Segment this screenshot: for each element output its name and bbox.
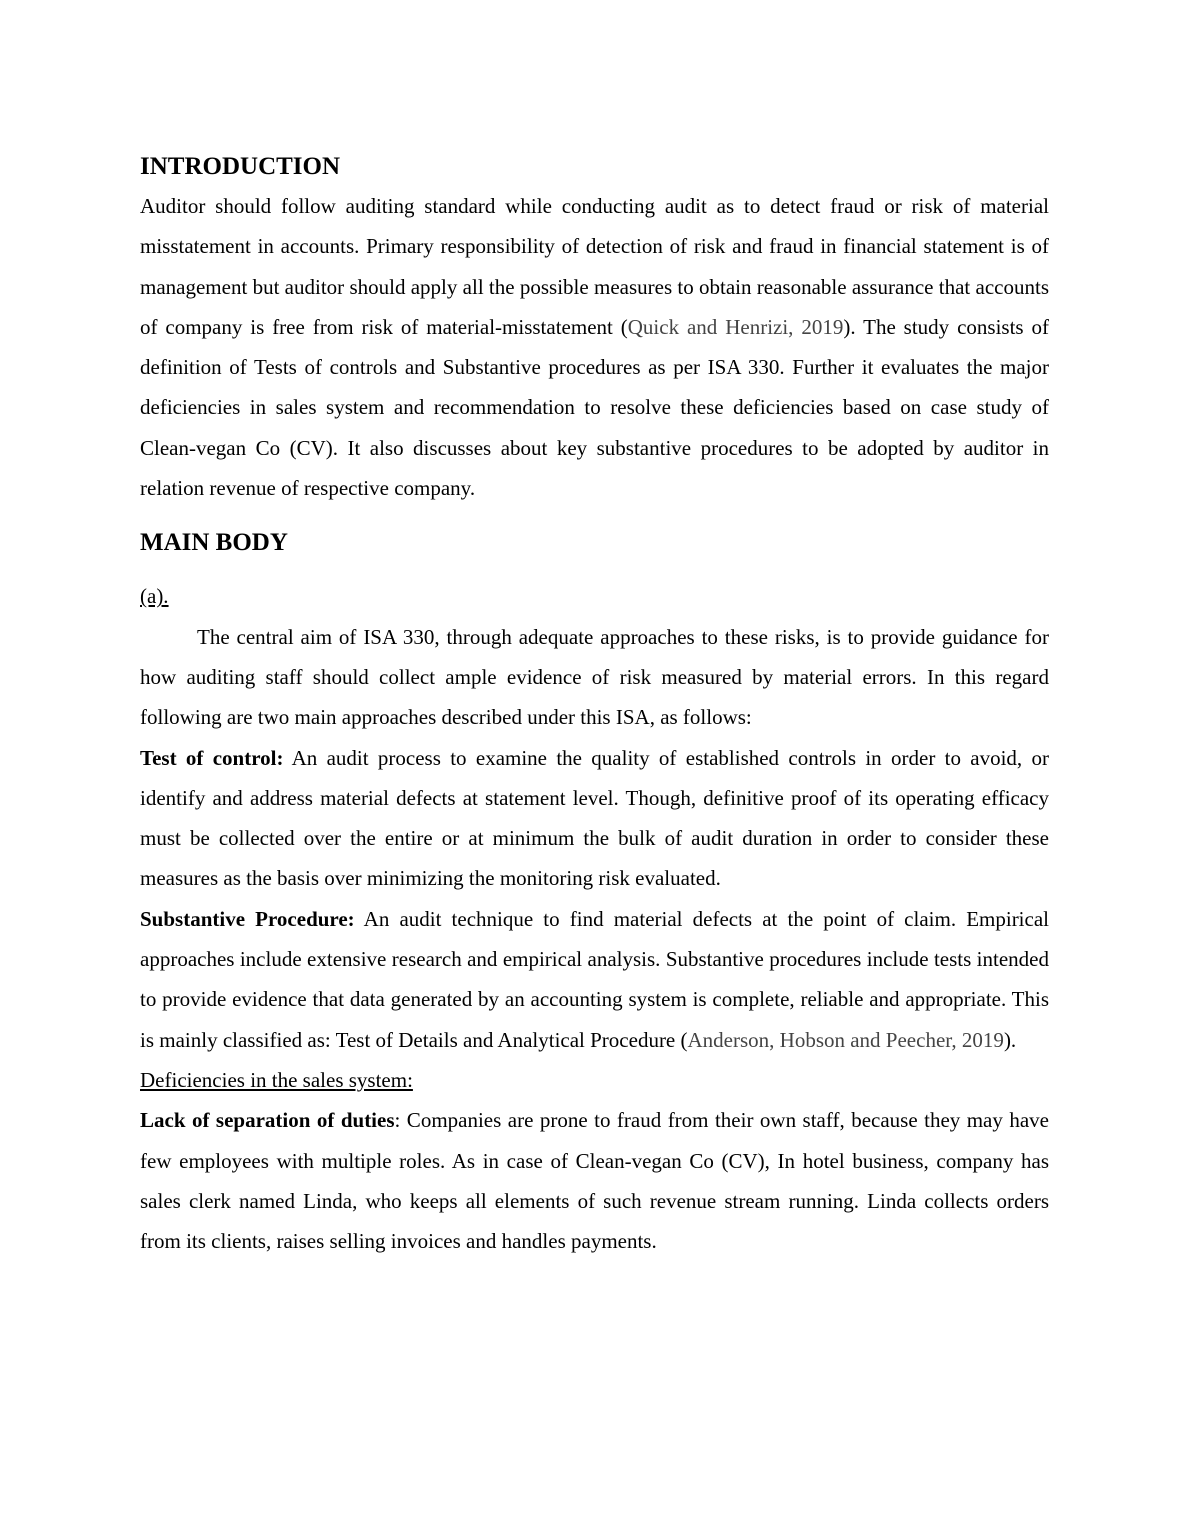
substantive-procedure-label: Substantive Procedure:	[140, 906, 355, 931]
intro-paragraph	[140, 186, 1049, 508]
separation-of-duties-text: : Companies are prone to fraud from their own staff, because they may have few employees with multiple roles. As in case of Clean-vegan Co (CV), In hotel business, company has sales clerk named Linda, who keeps all elements of such revenue stream running. Linda collects orders from its clients, raises selling invoices and handles payments.	[140, 1108, 1049, 1254]
subsection-a-label: (a).	[140, 584, 169, 609]
substantive-procedure-paragraph	[140, 899, 1049, 1060]
test-of-control-label: Test of control:	[140, 745, 284, 770]
test-of-control-paragraph	[140, 738, 1049, 899]
introduction-heading: INTRODUCTION	[140, 153, 341, 180]
separation-of-duties-paragraph	[140, 1100, 1049, 1261]
isa-paragraph: The central aim of ISA 330, through adequate approaches to these risks, is to provide guidance for how auditing staff should collect ample evidence of risk measured by material errors. In this regard following are two main approaches described under this ISA, as follows:	[140, 624, 1049, 730]
document-page	[140, 148, 1049, 1261]
separation-of-duties-label: Lack of separation of duties	[140, 1108, 395, 1133]
substantive-procedure-text: An audit technique to find material defects at the point of claim. Empirical approaches include extensive research and empirical analysis. Substantive procedures include tests intended to provide evidence that data generated by an accounting system is complete, reliable and appropriate. This is mainly classified as: Test of Details and Analytical Procedure (	[140, 906, 1049, 1052]
test-of-control-text: An audit process to examine the quality of established controls in order to avoid, or identify and address material defects at statement level. Though, definitive proof of its operating efficacy must be collected over the entire or at minimum the bulk of audit duration in order to consider these measures as the basis over minimizing the monitoring risk evaluated.	[140, 745, 1049, 891]
deficiencies-heading: Deficiencies in the sales system:	[140, 1067, 413, 1092]
main-body-heading: MAIN BODY	[140, 529, 288, 557]
intro-text-1: Auditor should follow auditing standard while conducting audit as to detect fraud or risk of material misstatement in accounts. Primary responsibility of detection of risk and fraud in financial statement is of management but auditor should apply all the possible measures to obtain reasonable assurance that accounts of company is free from risk of material-misstatement (	[140, 194, 1049, 339]
citation: Quick and Henrizi, 2019	[627, 314, 844, 339]
substantive-procedure-end: ).	[1003, 1027, 1017, 1052]
intro-text-2: ). The study consists of definition of Tests of controls and Substantive procedures as per ISA 330. Further it evaluates the major deficiencies in sales system and recommendation to resolve these deficiencies based on case study of Clean-vegan Co (CV). It also discusses about key substantive procedures to be adopted by auditor in relation revenue of respective company.	[140, 314, 1049, 501]
citation: Anderson, Hobson and Peecher, 2019	[687, 1027, 1004, 1052]
